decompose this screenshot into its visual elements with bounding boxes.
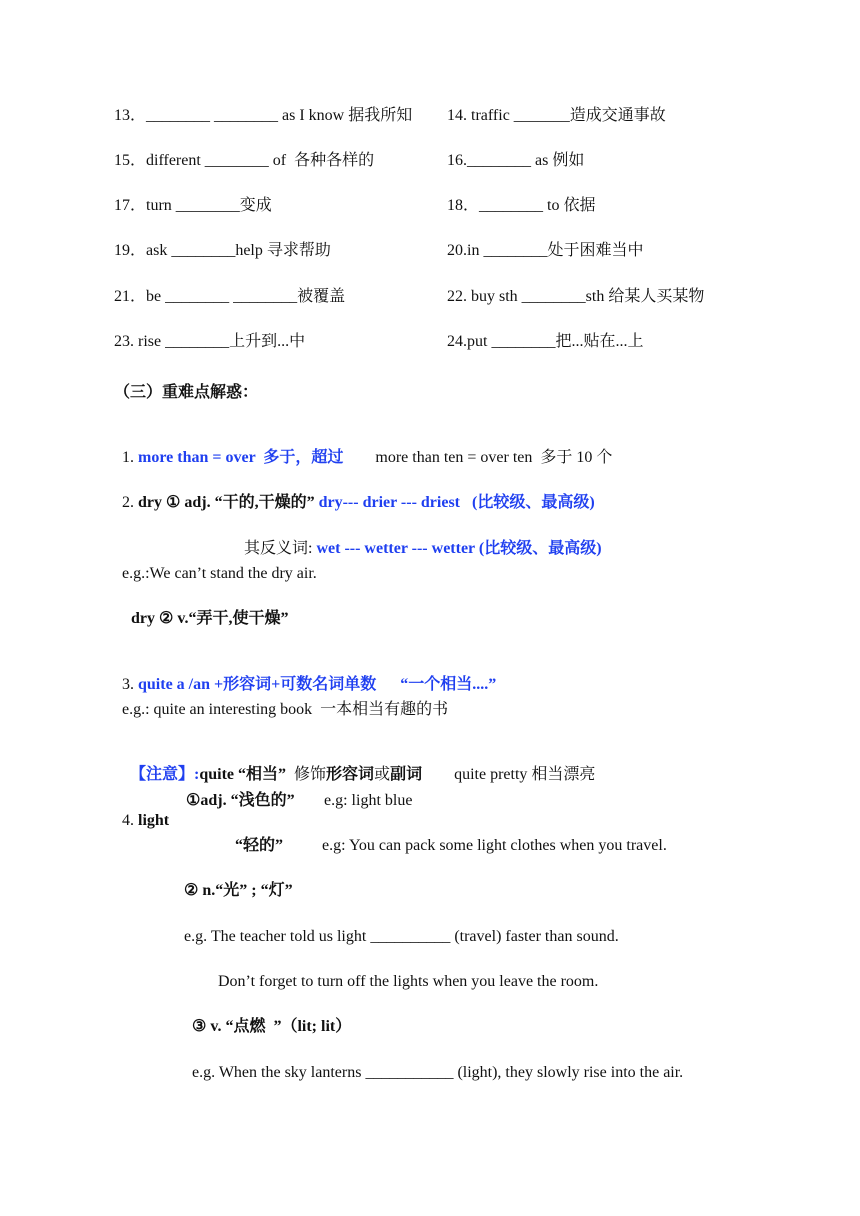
point-4-number: 4. (122, 812, 138, 829)
vocab-item-20: 20.in ________处于困难当中 (447, 242, 644, 259)
point-1 (114, 428, 612, 468)
point-3 (114, 655, 496, 695)
point-4-noun-example-1: e.g. The teacher told us light __________ (travel) faster than sound. (184, 928, 619, 945)
point-2 (114, 473, 595, 513)
vocab-item-21: 21．be ________ ________被覆盖 (114, 288, 346, 305)
note-or: 或 (374, 766, 391, 783)
point-4-verb-example: e.g. When the sky lanterns ___________ (light), they slowly rise into the air. (192, 1064, 684, 1081)
point-2-opposite-forms: wet --- wetter --- wetter (比较级、最高级) (316, 540, 602, 557)
point-1-highlight: more than = over 多于，超过 (138, 449, 344, 466)
point-2-number: 2. (122, 494, 138, 511)
point-4-adj1-example: e.g: light blue (324, 792, 413, 809)
note-label: 【注意】: (130, 766, 200, 783)
note-adverb: 副词 (390, 766, 423, 783)
vocab-item-24: 24.put ________把...贴在...上 (447, 333, 644, 350)
point-4-noun: ② n.“光” ; “灯” (184, 882, 293, 899)
vocab-item-14: 14. traffic _______造成交通事故 (447, 107, 666, 124)
point-4-adj2-example: e.g: You can pack some light clothes when you travel. (322, 837, 667, 854)
point-3-number: 3. (122, 676, 138, 693)
point-4-noun-example-2: Don’t forget to turn off the lights when you leave the room. (218, 973, 599, 990)
point-2-word: dry ① adj. “干的,干燥的” (138, 494, 319, 511)
vocab-item-15: 15．different ________ of 各种各样的 (114, 152, 375, 169)
point-4-verb: ③ v. “点燃 ”（lit; lit） (192, 1018, 352, 1035)
vocab-item-22: 22. buy sth ________sth 给某人买某物 (447, 288, 705, 305)
point-2-example: e.g.:We can’t stand the dry air. (122, 565, 317, 582)
vocab-item-18: 18．________ to 依据 (447, 197, 596, 214)
vocab-item-19: 19．ask ________help 寻求帮助 (114, 242, 331, 259)
point-2-verb: dry ② v.“弄干,使干燥” (131, 610, 289, 627)
section-title: （三）重难点解惑： (114, 384, 259, 401)
point-3-pattern: quite a /an +形容词+可数名词单数 “一个相当....” (138, 676, 497, 693)
point-4-adj2: “轻的” (235, 837, 284, 854)
point-3-note (122, 745, 595, 785)
vocab-item-13: 13．________ ________ as I know 据我所知 (114, 107, 413, 124)
point-3-example: e.g.: quite an interesting book 一本相当有趣的书 (122, 701, 449, 718)
note-mid: 修饰 (290, 766, 327, 783)
vocab-item-16: 16.________ as 例如 (447, 152, 585, 169)
point-1-number: 1. (122, 449, 138, 466)
point-2-opposite (236, 519, 602, 559)
note-tail: quite pretty 相当漂亮 (422, 766, 596, 783)
point-2-forms: dry--- drier --- driest (比较级、最高级) (318, 494, 595, 511)
point-4 (114, 791, 169, 831)
point-2-opposite-label: 其反义词: (244, 540, 317, 557)
vocab-item-17: 17．turn ________变成 (114, 197, 272, 214)
point-4-word: light (138, 812, 170, 829)
note-adjective: 形容词 (326, 766, 375, 783)
vocab-item-23: 23. rise ________上升到...中 (114, 333, 306, 350)
note-word: quite “相当” (199, 766, 291, 783)
point-1-example: more than ten = over ten 多于 10 个 (375, 449, 613, 466)
point-4-adj1: ①adj. “浅色的” (186, 792, 295, 809)
